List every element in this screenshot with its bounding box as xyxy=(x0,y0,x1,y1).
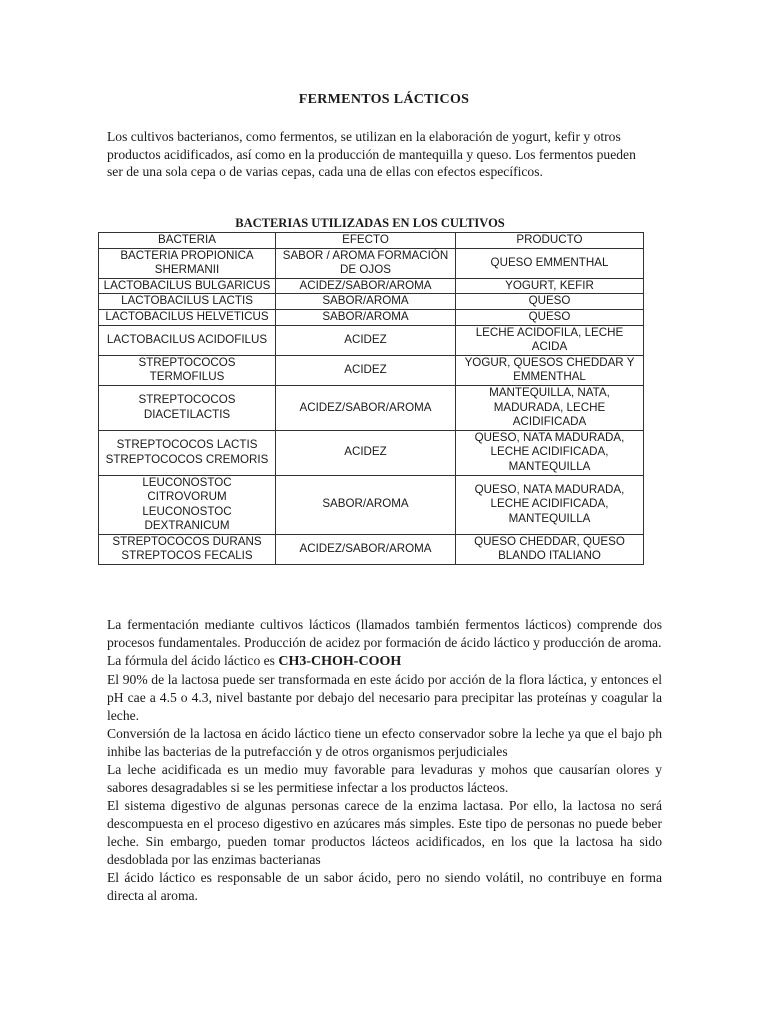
cell-efecto: SABOR / AROMA FORMACIÓN DE OJOS xyxy=(276,248,456,278)
cell-producto: YOGUR, QUESOS CHEDDAR Y EMMENTHAL xyxy=(456,355,644,385)
cell-efecto: ACIDEZ xyxy=(276,430,456,475)
cell-producto: QUESO, NATA MADURADA, LECHE ACIDIFICADA, MANTEQUILLA xyxy=(456,475,644,534)
cell-bacteria: STREPTOCOCOS DURANS STREPTOCOS FECALIS xyxy=(99,534,276,564)
cell-producto: MANTEQUILLA, NATA, MADURADA, LECHE ACIDIFICADA xyxy=(456,385,644,430)
table-row xyxy=(99,355,644,385)
table-row xyxy=(99,475,644,534)
table-caption: BACTERIAS UTILIZADAS EN LOS CULTIVOS xyxy=(235,216,505,230)
intro-paragraph: Los cultivos bacterianos, como fermentos, se utilizan en la elaboración de yogurt, kefir y otros productos acidificados, así como en la producción de mantequilla y queso. Los fermentos pueden ser de una sola cepa o de varias cepas, cada una de ellas con efectos específicos. xyxy=(107,129,636,180)
table-row xyxy=(99,309,644,325)
table-row xyxy=(99,430,644,475)
table-row xyxy=(99,534,644,564)
cell-producto: QUESO, NATA MADURADA, LECHE ACIDIFICADA, MANTEQUILLA xyxy=(456,430,644,475)
header-bacteria: BACTERIA xyxy=(99,233,276,249)
cell-producto: QUESO xyxy=(456,309,644,325)
cell-efecto: SABOR/AROMA xyxy=(276,309,456,325)
cell-efecto: ACIDEZ/SABOR/AROMA xyxy=(276,385,456,430)
cell-efecto: SABOR/AROMA xyxy=(276,294,456,310)
table-row xyxy=(99,385,644,430)
cell-efecto: ACIDEZ xyxy=(276,325,456,355)
formula-prefix: La fórmula del ácido láctico es xyxy=(107,653,279,668)
table-row xyxy=(99,248,644,278)
paragraph-acidified-milk: La leche acidificada es un medio muy favorable para levaduras y mohos que causarían olores y sabores desagradables si se les permitiese infectar a los productos lácteos. xyxy=(107,762,662,795)
cell-bacteria: LACTOBACILUS BULGARICUS xyxy=(99,278,276,294)
paragraph-conversion: Conversión de la lactosa en ácido láctico tiene un efecto conservador sobre la leche ya que el bajo ph inhibe las bacterias de la putrefacción y de otros organismos perjudiciales xyxy=(107,726,662,759)
lactic-acid-formula: CH3-CHOH-COOH xyxy=(278,654,402,669)
cell-bacteria: STREPTOCOCOS LACTIS STREPTOCOCOS CREMORIS xyxy=(99,430,276,475)
cell-bacteria: BACTERIA PROPIONICA SHERMANII xyxy=(99,248,276,278)
header-efecto: EFECTO xyxy=(276,233,456,249)
cell-producto: LECHE ACIDOFILA, LECHE ACIDA xyxy=(456,325,644,355)
paragraph-digestive: El sistema digestivo de algunas personas carece de la enzima lactasa. Por ello, la lactosa no será descompuesta en el proceso digestivo en azúcares más simples. Este tipo de personas no puede beber leche. Sin embargo, pueden tomar productos lácteos acidificados, en los que la lactosa ha sido desdoblada por las enzimas bacterianas xyxy=(107,798,662,867)
table-header-row xyxy=(99,233,644,249)
cell-efecto: ACIDEZ/SABOR/AROMA xyxy=(276,278,456,294)
table-row xyxy=(99,325,644,355)
document-title: FERMENTOS LÁCTICOS xyxy=(298,92,470,107)
cell-producto: QUESO CHEDDAR, QUESO BLANDO ITALIANO xyxy=(456,534,644,564)
table-row xyxy=(99,278,644,294)
cell-efecto: ACIDEZ/SABOR/AROMA xyxy=(276,534,456,564)
cell-producto: QUESO xyxy=(456,294,644,310)
paragraph-fermentation: La fermentación mediante cultivos lácticos (llamados también fermentos lácticos) comprende dos procesos fundamentales. Producción de acidez por formación de ácido láctico y producción de aroma. xyxy=(107,617,662,650)
cell-bacteria: LACTOBACILUS ACIDOFILUS xyxy=(99,325,276,355)
cell-bacteria: LACTOBACILUS HELVETICUS xyxy=(99,309,276,325)
paragraph-lactose: El 90% de la lactosa puede ser transformada en este ácido por acción de la flora láctica, y entonces el pH cae a 4.5 o 4.3, nivel bastante por debajo del necesario para precipitar las proteínas y coagular la leche. xyxy=(107,672,662,723)
cell-efecto: ACIDEZ xyxy=(276,355,456,385)
paragraph-formula xyxy=(107,652,662,671)
cell-bacteria: LEUCONOSTOC CITROVORUM LEUCONOSTOC DEXTRANICUM xyxy=(99,475,276,534)
cell-efecto: SABOR/AROMA xyxy=(276,475,456,534)
cell-producto: YOGURT, KEFIR xyxy=(456,278,644,294)
header-producto: PRODUCTO xyxy=(456,233,644,249)
cell-bacteria: LACTOBACILUS LACTIS xyxy=(99,294,276,310)
body-text xyxy=(107,616,662,905)
paragraph-flavor: El ácido láctico es responsable de un sabor ácido, pero no siendo volátil, no contribuye en forma directa al aroma. xyxy=(107,870,662,903)
cell-bacteria: STREPTOCOCOS TERMOFILUS xyxy=(99,355,276,385)
table-row xyxy=(99,294,644,310)
bacteria-table xyxy=(98,232,644,565)
cell-bacteria: STREPTOCOCOS DIACETILACTIS xyxy=(99,385,276,430)
cell-producto: QUESO EMMENTHAL xyxy=(456,248,644,278)
